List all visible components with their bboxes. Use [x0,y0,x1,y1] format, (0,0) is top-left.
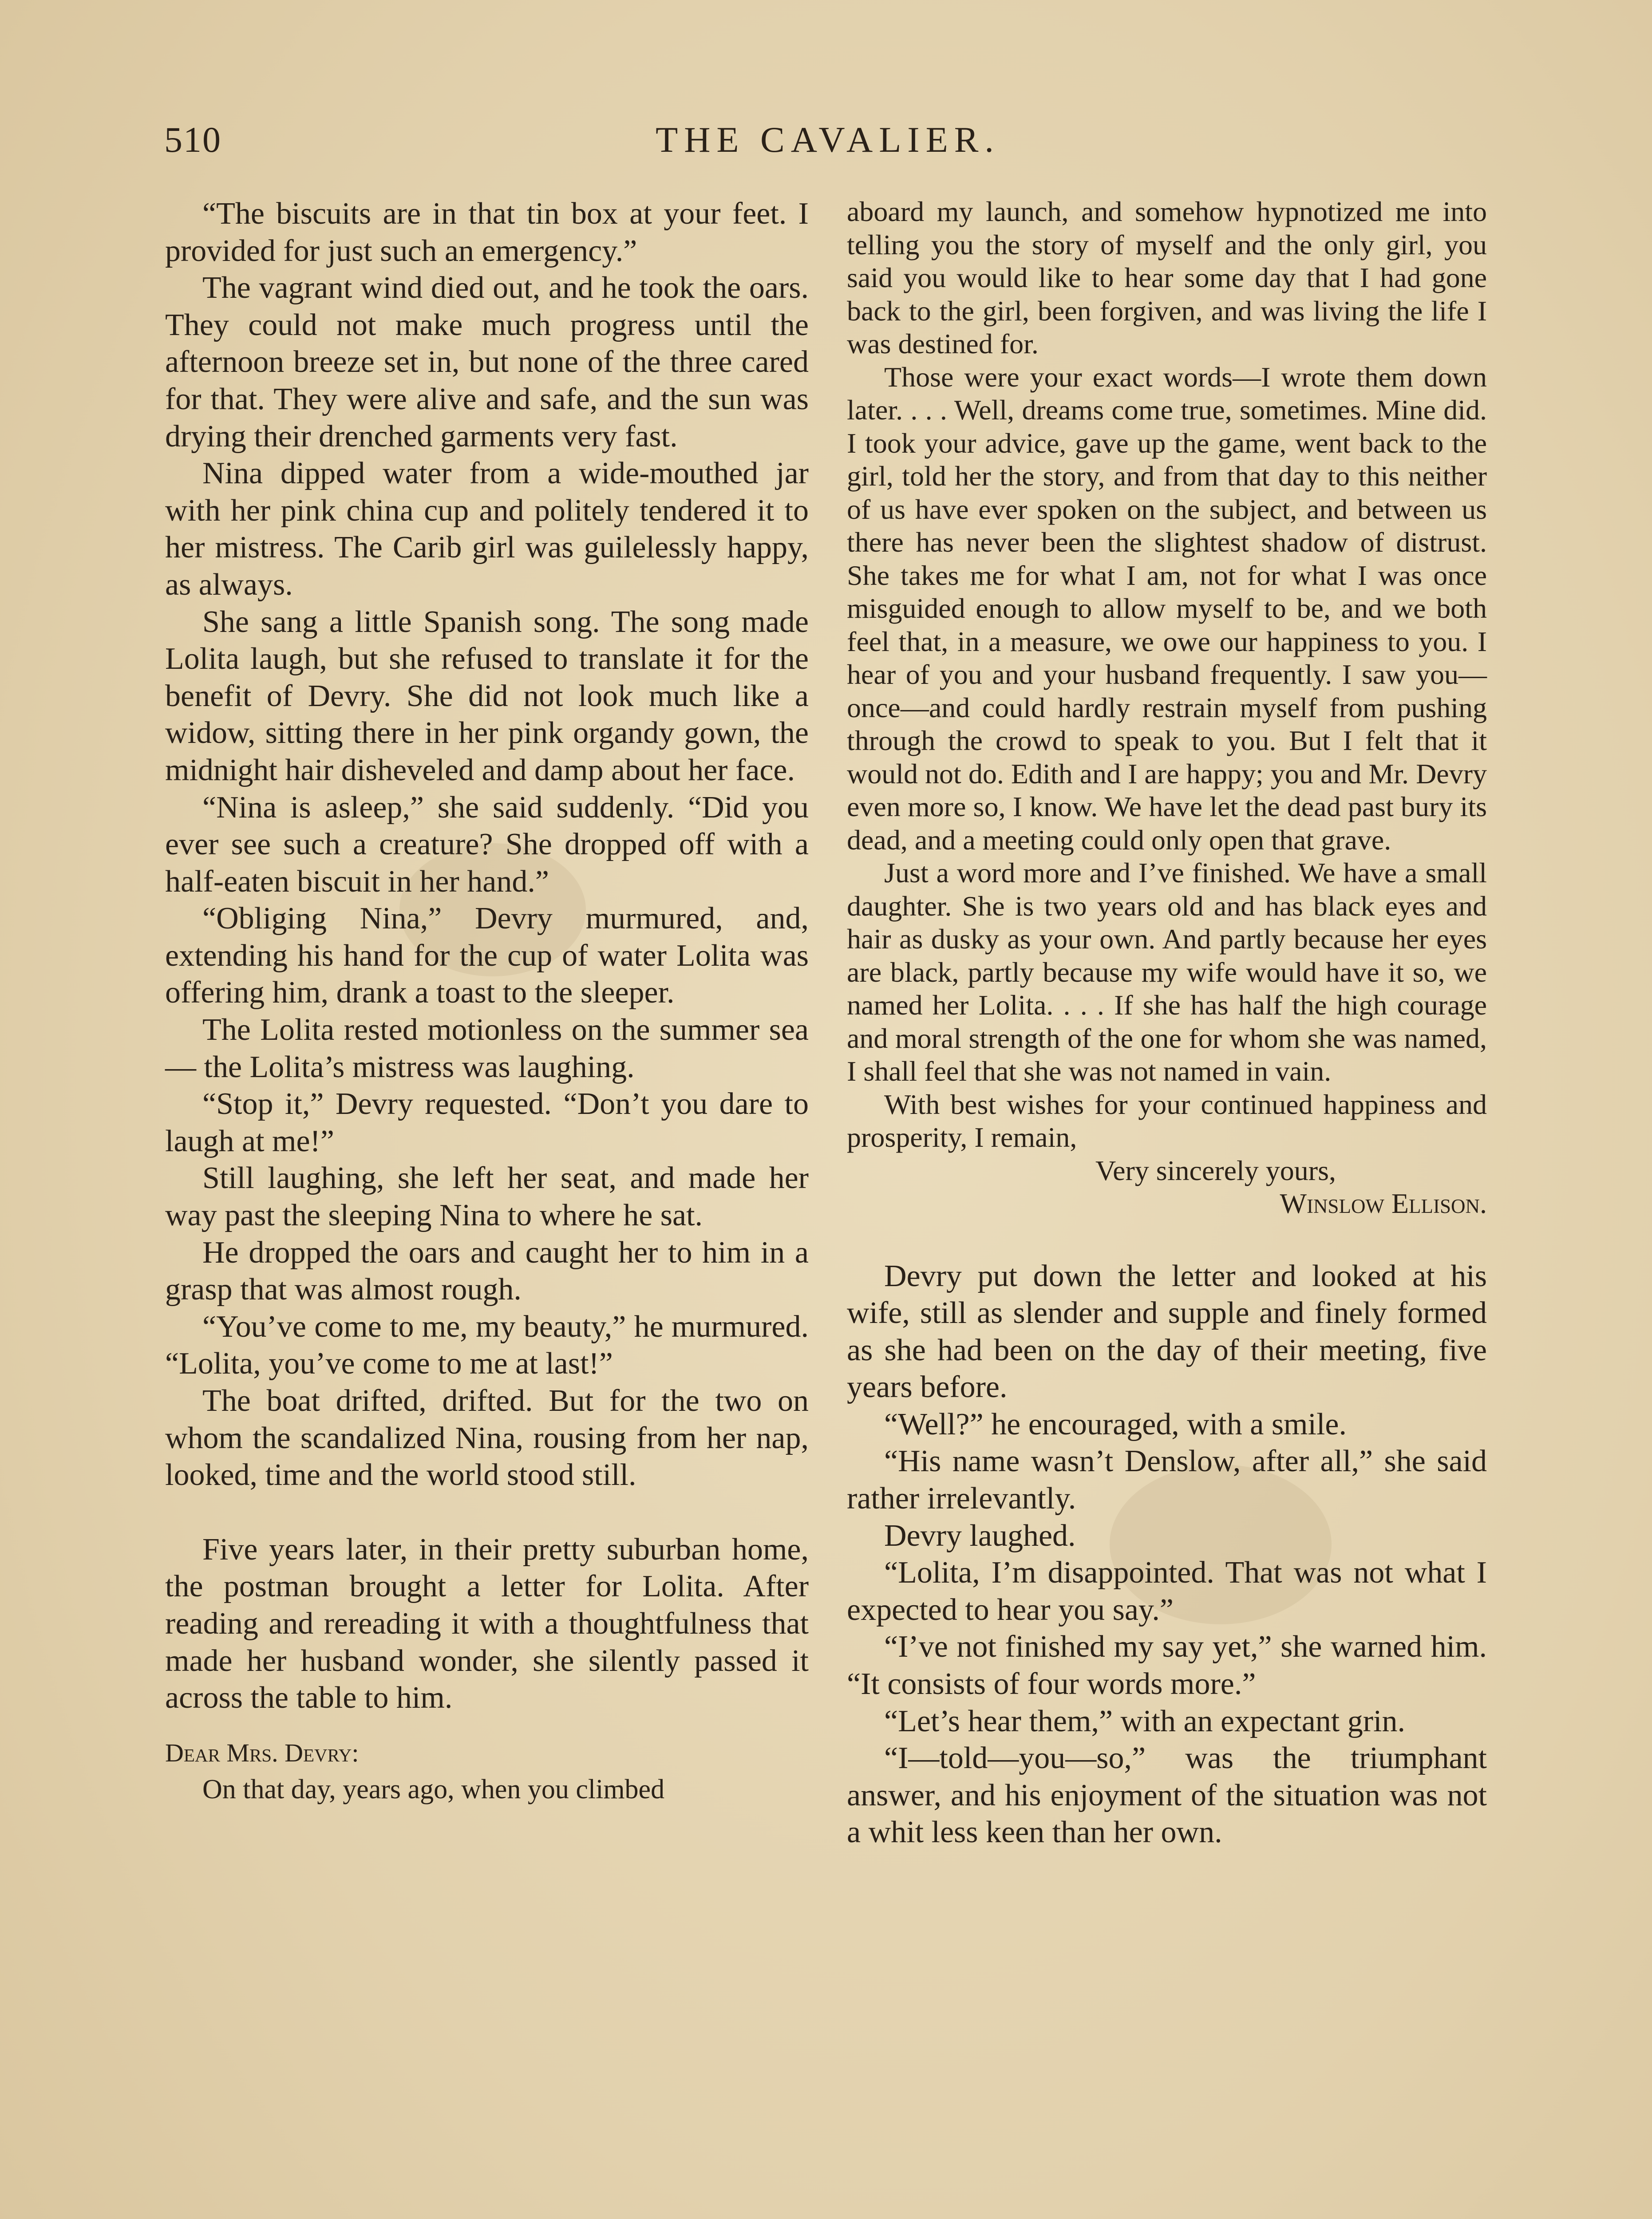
spacer [165,1717,809,1734]
paragraph: Five years later, in their pretty suburban home, the postman brought a letter for Lolita. After reading and rereading it with a thoughtfulness that made her husband wonder, she silently passed it across the table to him. [165,1532,809,1715]
page-header [164,119,1491,172]
paragraph: “The biscuits are in that tin box at your feet. I provided for just such an emergency.” [165,197,809,268]
letter-paragraph: Those were your exact words—I wrote them down later. . . . Well, dreams come true, sometimes. Mine did. I took your advice, gave up the game, went back to the girl, told her the story, and from that day to this neither of us have ever spoken on the subject, and between us there has never been the slightest shadow of distrust. She takes me for what I am, not for what I was once misguided enough to allow myself to be, and we both feel that, in a measure, we owe our happiness to you. I hear of you and your husband frequently. I saw you—once—and could hardly restrain myself from pushing through the crowd to speak to you. But I felt that it would not do. Edith and I are happy; you and Mr. Devry even more so, I know. We have let the dead past bury its dead, and a meeting could only open that grave. [847,361,1487,856]
paragraph: Devry put down the letter and looked at his wife, still as slender and supple and finely formed as she had been on the day of their meeting, five years before. [847,1259,1487,1405]
paragraph: He dropped the oars and caught her to him in a grasp that was almost rough. [165,1235,809,1307]
paragraph: The boat drifted, drifted. But for the two on whom the scandalized Nina, rousing from her nap, looked, time and the world stood still. [165,1384,809,1492]
left-column [165,195,809,1808]
paragraph: She sang a little Spanish song. The song made Lolita laugh, but she refused to translate it for the benefit of Devry. She did not look much like a widow, sitting there in her pink organdy gown, the midnight hair disheveled and damp about her face. [165,604,809,787]
letter-paragraph: aboard my launch, and somehow hypnotized me into telling you the story of myself and the only girl, you said you would like to hear some day that I had gone back to the girl, been forgiven, and was living the life I was destined for. [847,196,1487,359]
section-break [165,1494,809,1531]
section-break [847,1220,1487,1258]
paragraph: The vagrant wind died out, and he took the oars. They could not make much progress until the afternoon breeze set in, but none of the three cared for that. They were alive and safe, and the sun was drying their drenched garments very fast. [165,271,809,454]
paragraph: “I’ve not finished my say yet,” she warned him. “It consists of four words more.” [847,1630,1487,1702]
running-title: THE CAVALIER. [656,119,1000,160]
paragraph: Still laughing, she left her seat, and made her way past the sleeping Nina to where he sat. [165,1161,809,1233]
paragraph: Devry laughed. [884,1518,1076,1553]
paragraph: “Lolita, I’m disappointed. That was not what I expected to hear you say.” [847,1556,1487,1627]
paragraph: “His name wasn’t Denslow, after all,” she said rather irrelevantly. [847,1444,1487,1516]
page-number: 510 [164,119,221,160]
letter-closing: Very sincerely yours, [1095,1154,1336,1186]
right-column [847,195,1487,1851]
letter-signature: Winslow Ellison. [1280,1188,1487,1219]
story-conclusion [847,1258,1487,1852]
paragraph: “Well?” he encouraged, with a smile. [884,1407,1347,1441]
paragraph: “Obliging Nina,” Devry murmured, and, extending his hand for the cup of water Lolita was offering him, drank a toast to the sleeper. [165,901,809,1010]
letter-paragraph: Just a word more and I’ve finished. We have a small daughter. She is two years old and has black eyes and hair as dusky as your own. And partly because her eyes are black, partly because my wife would have it so, we named her Lolita. . . . If she has half the high courage and moral strength of the one for whom she was named, I shall feel that she was not named in vain. [847,857,1487,1087]
paragraph: “Let’s hear them,” with an expectant grin. [884,1704,1405,1738]
paragraph: “Nina is asleep,” she said suddenly. “Did you ever see such a creature? She dropped off with a half-eaten biscuit in her hand.” [165,790,809,899]
letter-salutation: Dear Mrs. Devry: [165,1738,359,1767]
paragraph: “I—told—you—so,” was the triumphant answer, and his enjoyment of the situation was not a whit less keen than her own. [847,1741,1487,1850]
letter-opening: On that day, years ago, when you climbed [202,1774,665,1805]
paragraph: “Stop it,” Devry requested. “Don’t you dare to laugh at me!” [165,1087,809,1158]
paragraph: Nina dipped water from a wide-mouthed jar with her pink china cup and politely tendered it to her mistress. The Carib girl was guilelessly happy, as always. [165,456,809,602]
paragraph: “You’ve come to me, my beauty,” he murmured. “Lolita, you’ve come to me at last!” [165,1309,809,1381]
letter-paragraph: With best wishes for your continued happiness and prosperity, I remain, [847,1088,1487,1153]
paragraph: The Lolita rested motionless on the summer sea — the Lolita’s mistress was laughing. [165,1013,809,1084]
